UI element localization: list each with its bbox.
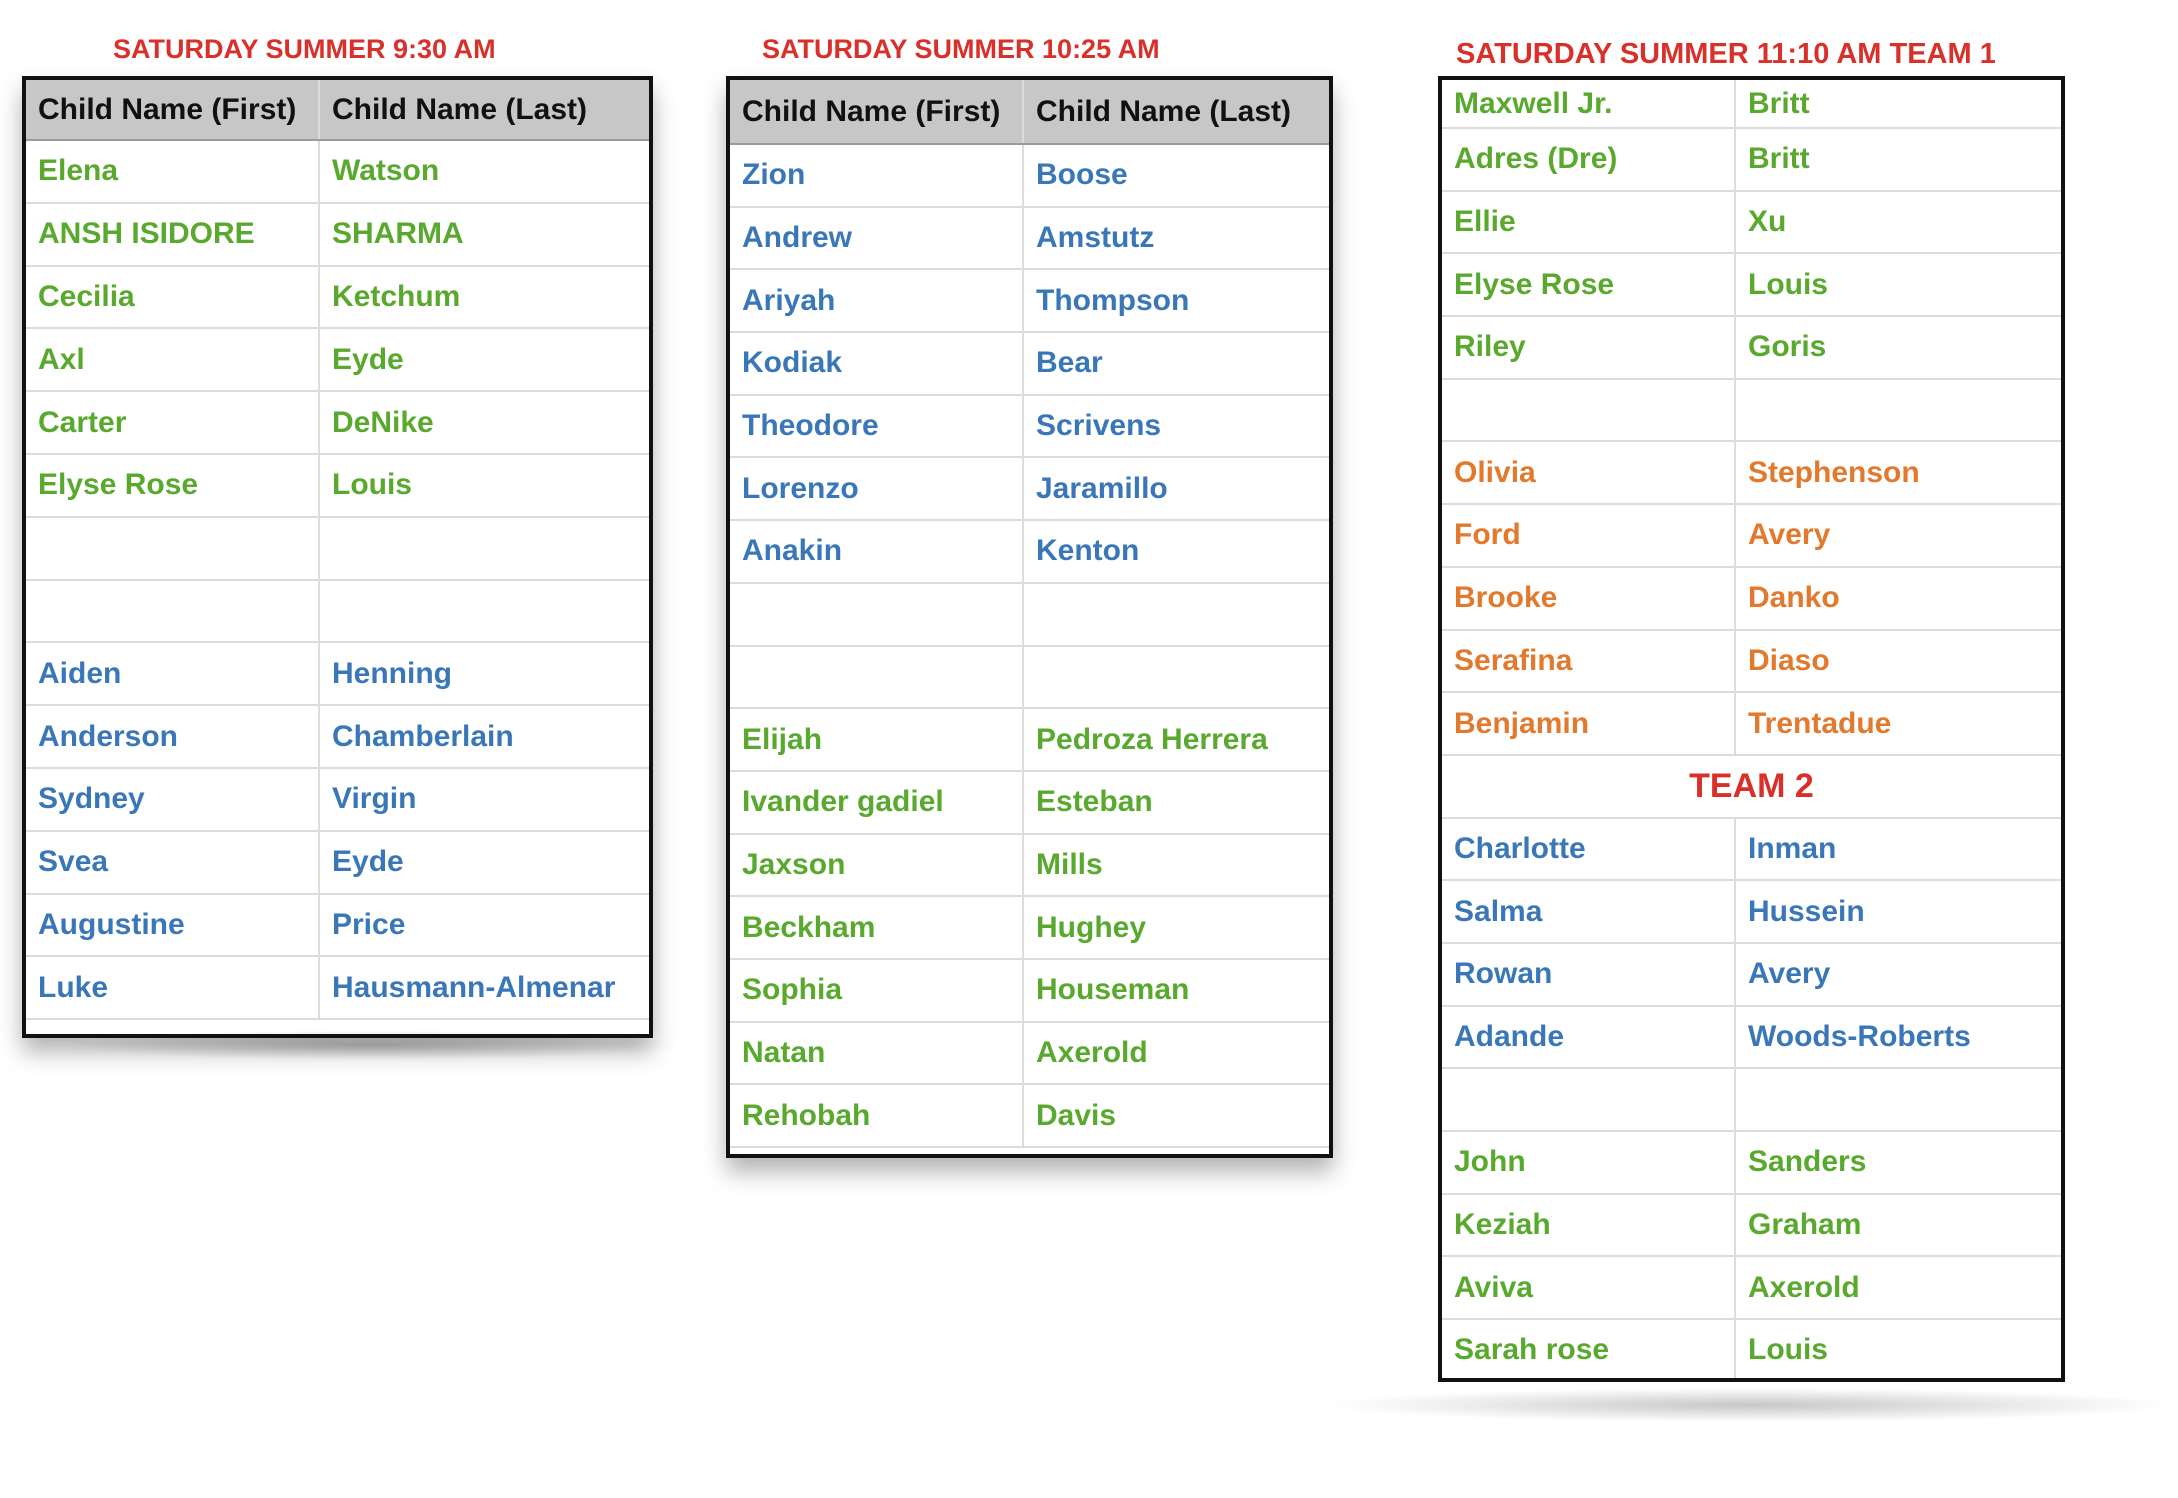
table-row: [1442, 818, 2061, 881]
cell-last-name: Eyde: [319, 831, 649, 894]
session-title-1110-team-1: SATURDAY SUMMER 11:10 AM TEAM 1: [1456, 38, 1996, 70]
cell-last-name: Thompson: [1023, 269, 1329, 332]
cell-last-name: Mills: [1023, 834, 1329, 897]
table-row: [1442, 1194, 2061, 1257]
table-row: [730, 646, 1329, 709]
table-header-row: [730, 80, 1329, 144]
table-row: [26, 580, 649, 643]
roster-table-930: [22, 76, 653, 1038]
cell-last-name: [1735, 379, 2061, 442]
table-row: [730, 771, 1329, 834]
cell-last-name: Bear: [1023, 332, 1329, 395]
table-row: [26, 203, 649, 266]
table-row: [1442, 441, 2061, 504]
cell-first-name: Elijah: [730, 708, 1023, 771]
table-row: [1442, 692, 2061, 755]
cell-last-name: Axerold: [1735, 1256, 2061, 1319]
cell-last-name: Avery: [1735, 504, 2061, 567]
team-label: TEAM 2: [1442, 755, 2061, 818]
header-last-name: Child Name (Last): [319, 80, 649, 140]
table-row: [730, 959, 1329, 1022]
cell-last-name: Woods-Roberts: [1735, 1006, 2061, 1069]
table-row: [1442, 880, 2061, 943]
cell-last-name: Graham: [1735, 1194, 2061, 1257]
cell-first-name: Riley: [1442, 316, 1735, 379]
cell-first-name: Svea: [26, 831, 319, 894]
table-row: [1442, 567, 2061, 630]
table-row: [730, 457, 1329, 520]
cell-last-name: Axerold: [1023, 1022, 1329, 1085]
cell-first-name: [26, 517, 319, 580]
cell-first-name: Theodore: [730, 395, 1023, 458]
cell-first-name: Rehobah: [730, 1084, 1023, 1147]
table-row: [730, 520, 1329, 583]
table-row: [1442, 1256, 2061, 1319]
table-row: [730, 269, 1329, 332]
cell-first-name: Aviva: [1442, 1256, 1735, 1319]
table-row: [26, 642, 649, 705]
header-first-name: Child Name (First): [26, 80, 319, 140]
cell-first-name: Zion: [730, 144, 1023, 207]
table-row: [730, 332, 1329, 395]
cell-last-name: Esteban: [1023, 771, 1329, 834]
cell-first-name: Ivander gadiel: [730, 771, 1023, 834]
cell-last-name: Pedroza Herrera: [1023, 708, 1329, 771]
cell-last-name: Hussein: [1735, 880, 2061, 943]
table-row: [730, 1022, 1329, 1085]
cell-first-name: [26, 580, 319, 643]
table-row: [26, 831, 649, 894]
cell-last-name: [319, 580, 649, 643]
table-row: [1442, 316, 2061, 379]
cell-last-name: Britt: [1735, 128, 2061, 191]
cell-first-name: Maxwell Jr.: [1442, 80, 1735, 128]
cell-last-name: Watson: [319, 140, 649, 203]
roster-table-1110: [1438, 76, 2065, 1382]
cell-last-name: Stephenson: [1735, 441, 2061, 504]
table-row: [1442, 191, 2061, 254]
cell-first-name: Elena: [26, 140, 319, 203]
table-row: [26, 140, 649, 203]
cell-first-name: Natan: [730, 1022, 1023, 1085]
roster-table-1025: [726, 76, 1333, 1158]
cell-first-name: Beckham: [730, 896, 1023, 959]
cell-last-name: Ketchum: [319, 266, 649, 329]
table-row: [1442, 504, 2061, 567]
cell-first-name: Cecilia: [26, 266, 319, 329]
cell-last-name: [1023, 646, 1329, 709]
cell-first-name: Rowan: [1442, 943, 1735, 1006]
cell-last-name: Price: [319, 894, 649, 957]
table-header-row: [26, 80, 649, 140]
cell-last-name: [319, 517, 649, 580]
table-row: [1442, 1006, 2061, 1069]
cell-last-name: Inman: [1735, 818, 2061, 881]
table-row: [26, 705, 649, 768]
table-row: [730, 1084, 1329, 1147]
cell-first-name: Adres (Dre): [1442, 128, 1735, 191]
cell-first-name: Olivia: [1442, 441, 1735, 504]
cell-first-name: Ellie: [1442, 191, 1735, 254]
session-title-930: SATURDAY SUMMER 9:30 AM: [113, 34, 496, 64]
table-row: [730, 834, 1329, 897]
table-row: [730, 395, 1329, 458]
cell-last-name: Avery: [1735, 943, 2061, 1006]
cell-first-name: Lorenzo: [730, 457, 1023, 520]
cell-first-name: Andrew: [730, 207, 1023, 270]
table-row: [1442, 755, 2061, 818]
table-ground-shadow: [1320, 1388, 2178, 1422]
cell-first-name: Jaxson: [730, 834, 1023, 897]
cell-first-name: Ariyah: [730, 269, 1023, 332]
cell-last-name: Diaso: [1735, 630, 2061, 693]
cell-last-name: Hausmann-Almenar: [319, 956, 649, 1019]
table-row: [1442, 80, 2061, 128]
table-row: [730, 207, 1329, 270]
cell-first-name: [1442, 1068, 1735, 1131]
cell-last-name: Davis: [1023, 1084, 1329, 1147]
cell-last-name: Xu: [1735, 191, 2061, 254]
cell-first-name: Elyse Rose: [26, 454, 319, 517]
table-row: [26, 266, 649, 329]
cell-first-name: Charlotte: [1442, 818, 1735, 881]
cell-first-name: Luke: [26, 956, 319, 1019]
table-row: [26, 328, 649, 391]
table-row: [1442, 379, 2061, 442]
cell-first-name: Salma: [1442, 880, 1735, 943]
cell-last-name: Danko: [1735, 567, 2061, 630]
table-row: [26, 391, 649, 454]
cell-last-name: Amstutz: [1023, 207, 1329, 270]
cell-last-name: Louis: [1735, 1319, 2061, 1382]
cell-last-name: DeNike: [319, 391, 649, 454]
cell-first-name: Aiden: [26, 642, 319, 705]
table-row: [26, 894, 649, 957]
cell-first-name: Serafina: [1442, 630, 1735, 693]
cell-first-name: Sophia: [730, 959, 1023, 1022]
table-row: [26, 768, 649, 831]
header-first-name: Child Name (First): [730, 80, 1023, 144]
cell-first-name: Sarah rose: [1442, 1319, 1735, 1382]
table-row: [1442, 630, 2061, 693]
cell-first-name: Axl: [26, 328, 319, 391]
cell-first-name: Ford: [1442, 504, 1735, 567]
cell-last-name: Trentadue: [1735, 692, 2061, 755]
table-row: [26, 454, 649, 517]
table-row: [1442, 128, 2061, 191]
cell-last-name: Louis: [319, 454, 649, 517]
table-row: [730, 583, 1329, 646]
cell-first-name: [1442, 379, 1735, 442]
cell-last-name: SHARMA: [319, 203, 649, 266]
table-row: [1442, 943, 2061, 1006]
cell-last-name: [1735, 1068, 2061, 1131]
cell-first-name: Carter: [26, 391, 319, 454]
cell-first-name: [730, 646, 1023, 709]
table-row: [1442, 1068, 2061, 1131]
cell-first-name: ANSH ISIDORE: [26, 203, 319, 266]
cell-last-name: Louis: [1735, 253, 2061, 316]
cell-last-name: Hughey: [1023, 896, 1329, 959]
cell-last-name: Boose: [1023, 144, 1329, 207]
table-row: [1442, 1131, 2061, 1194]
cell-first-name: [730, 583, 1023, 646]
cell-first-name: Kodiak: [730, 332, 1023, 395]
cell-last-name: Virgin: [319, 768, 649, 831]
cell-first-name: Anakin: [730, 520, 1023, 583]
cell-last-name: Henning: [319, 642, 649, 705]
cell-first-name: Adande: [1442, 1006, 1735, 1069]
cell-last-name: Scrivens: [1023, 395, 1329, 458]
table-row: [1442, 1319, 2061, 1382]
session-title-1025: SATURDAY SUMMER 10:25 AM: [762, 34, 1160, 64]
cell-last-name: Chamberlain: [319, 705, 649, 768]
table-row: [730, 144, 1329, 207]
header-last-name: Child Name (Last): [1023, 80, 1329, 144]
cell-first-name: John: [1442, 1131, 1735, 1194]
cell-first-name: Keziah: [1442, 1194, 1735, 1257]
cell-last-name: Eyde: [319, 328, 649, 391]
table-row: [26, 956, 649, 1019]
cell-last-name: Britt: [1735, 80, 2061, 128]
table-row: [730, 896, 1329, 959]
cell-last-name: Jaramillo: [1023, 457, 1329, 520]
cell-first-name: Brooke: [1442, 567, 1735, 630]
cell-first-name: Benjamin: [1442, 692, 1735, 755]
cell-first-name: Augustine: [26, 894, 319, 957]
cell-last-name: Sanders: [1735, 1131, 2061, 1194]
cell-first-name: Elyse Rose: [1442, 253, 1735, 316]
table-row: [1442, 253, 2061, 316]
cell-last-name: Houseman: [1023, 959, 1329, 1022]
table-ground-shadow: [60, 1030, 680, 1060]
table-row: [730, 708, 1329, 771]
cell-first-name: Anderson: [26, 705, 319, 768]
cell-last-name: Kenton: [1023, 520, 1329, 583]
cell-first-name: Sydney: [26, 768, 319, 831]
table-row: [26, 517, 649, 580]
cell-last-name: Goris: [1735, 316, 2061, 379]
cell-last-name: [1023, 583, 1329, 646]
